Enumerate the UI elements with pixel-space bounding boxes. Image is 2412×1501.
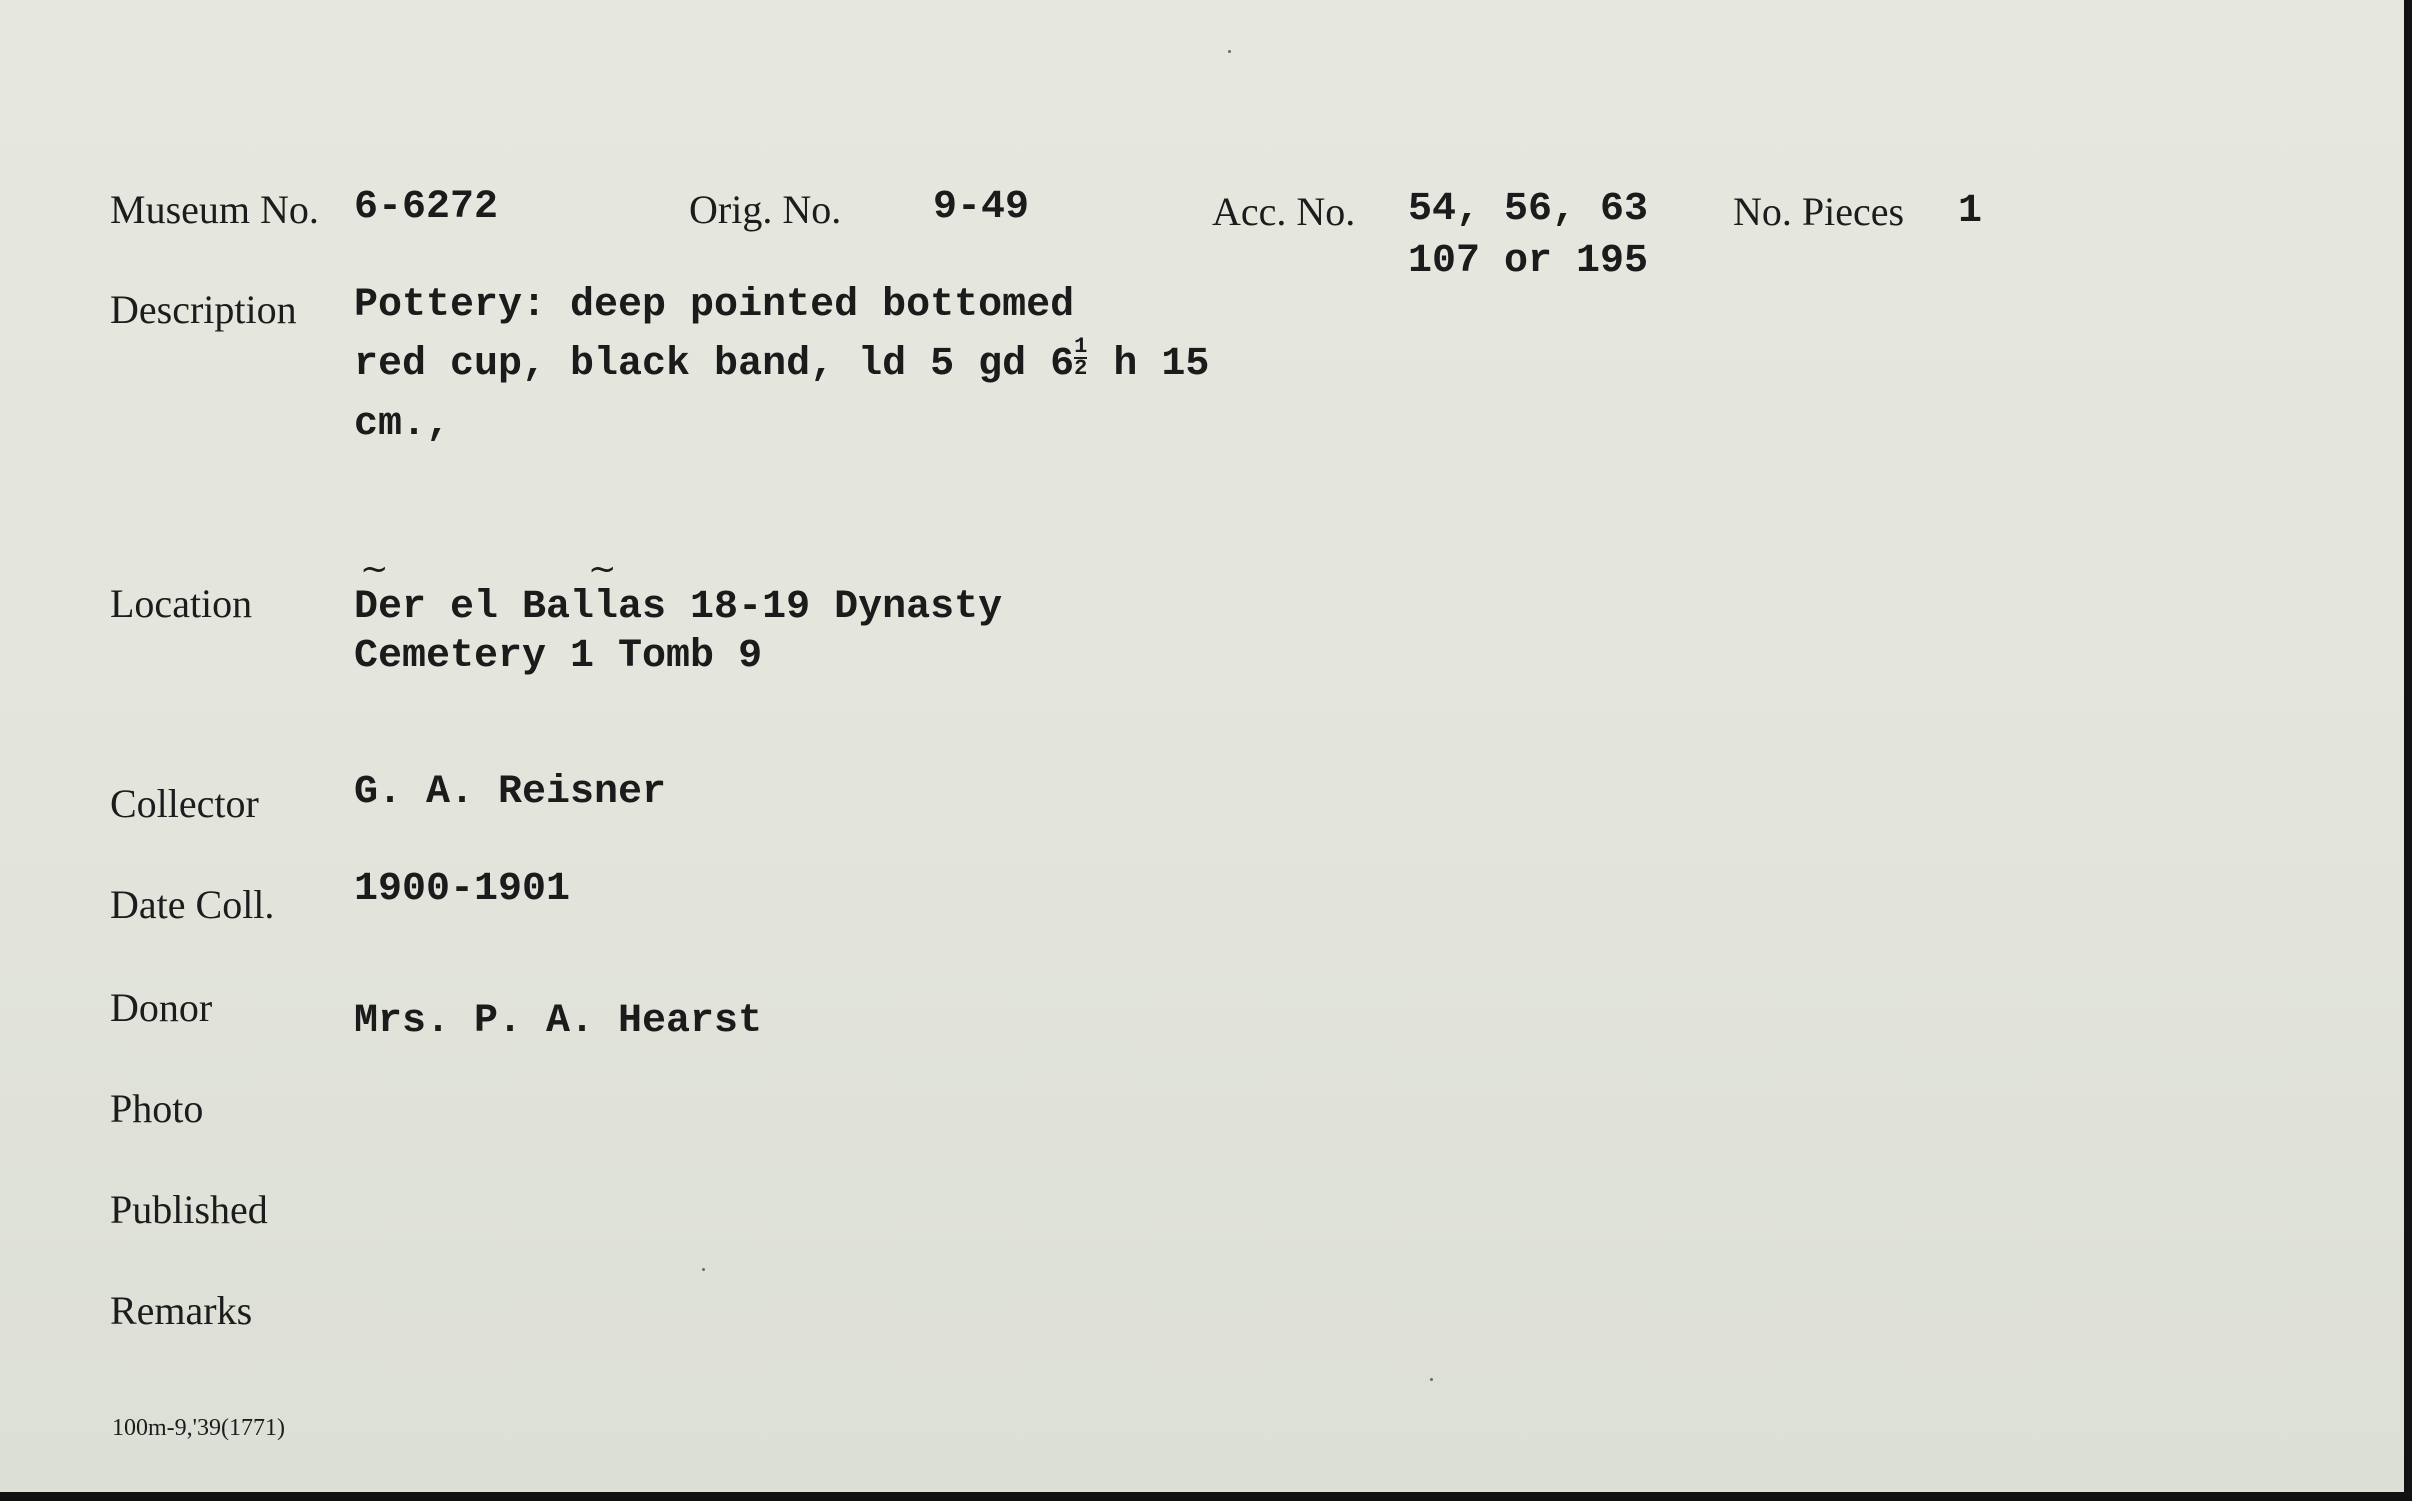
fraction-one-half: [1074, 334, 1088, 382]
location-label: Location: [110, 581, 253, 626]
fraction-denominator: 2: [1074, 356, 1088, 382]
orig-no-value: 9-49: [933, 185, 1030, 230]
location-line1: Der el Ballas 18-19 Dynasty: [354, 585, 1003, 630]
acc-no-label: Acc. No.: [1212, 189, 1356, 234]
form-print-code: 100m-9,'39(1771): [112, 1415, 285, 1441]
paper-speck: [702, 1268, 705, 1271]
photo-label: Photo: [110, 1086, 204, 1131]
description-line2-tail: h 15: [1089, 342, 1210, 387]
description-line2-text: red cup, black band, ld 5 gd 6: [354, 342, 1075, 387]
location-line2: Cemetery 1 Tomb 9: [354, 634, 763, 679]
no-pieces-value: 1: [1958, 189, 1983, 234]
collector-label: Collector: [110, 781, 259, 826]
acc-no-value-line2: 107 or 195: [1408, 239, 1649, 284]
museum-no-value: 6-6272: [354, 185, 499, 230]
description-line1: Pottery: deep pointed bottomed: [354, 283, 1075, 328]
donor-label: Donor: [110, 985, 213, 1030]
orig-no-label: Orig. No.: [689, 187, 842, 232]
description-label: Description: [110, 287, 297, 332]
description-line2: [354, 334, 1210, 387]
published-label: Published: [110, 1187, 268, 1232]
no-pieces-label: No. Pieces: [1733, 189, 1905, 234]
donor-value: Mrs. P. A. Hearst: [354, 999, 763, 1044]
paper-speck: [1228, 50, 1231, 53]
remarks-label: Remarks: [110, 1288, 253, 1333]
acc-no-value-line1: 54, 56, 63: [1408, 187, 1649, 232]
date-coll-value: 1900-1901: [354, 867, 571, 912]
paper-speck: [1430, 1378, 1433, 1381]
collector-value: G. A. Reisner: [354, 770, 667, 815]
date-coll-label: Date Coll.: [110, 882, 275, 927]
museum-no-label: Museum No.: [110, 187, 319, 232]
accent-mark-ballas: ~: [588, 549, 617, 589]
fraction-numerator: 1: [1074, 334, 1088, 360]
accent-mark-der: ~: [360, 549, 389, 589]
description-line3: cm.,: [354, 402, 451, 447]
